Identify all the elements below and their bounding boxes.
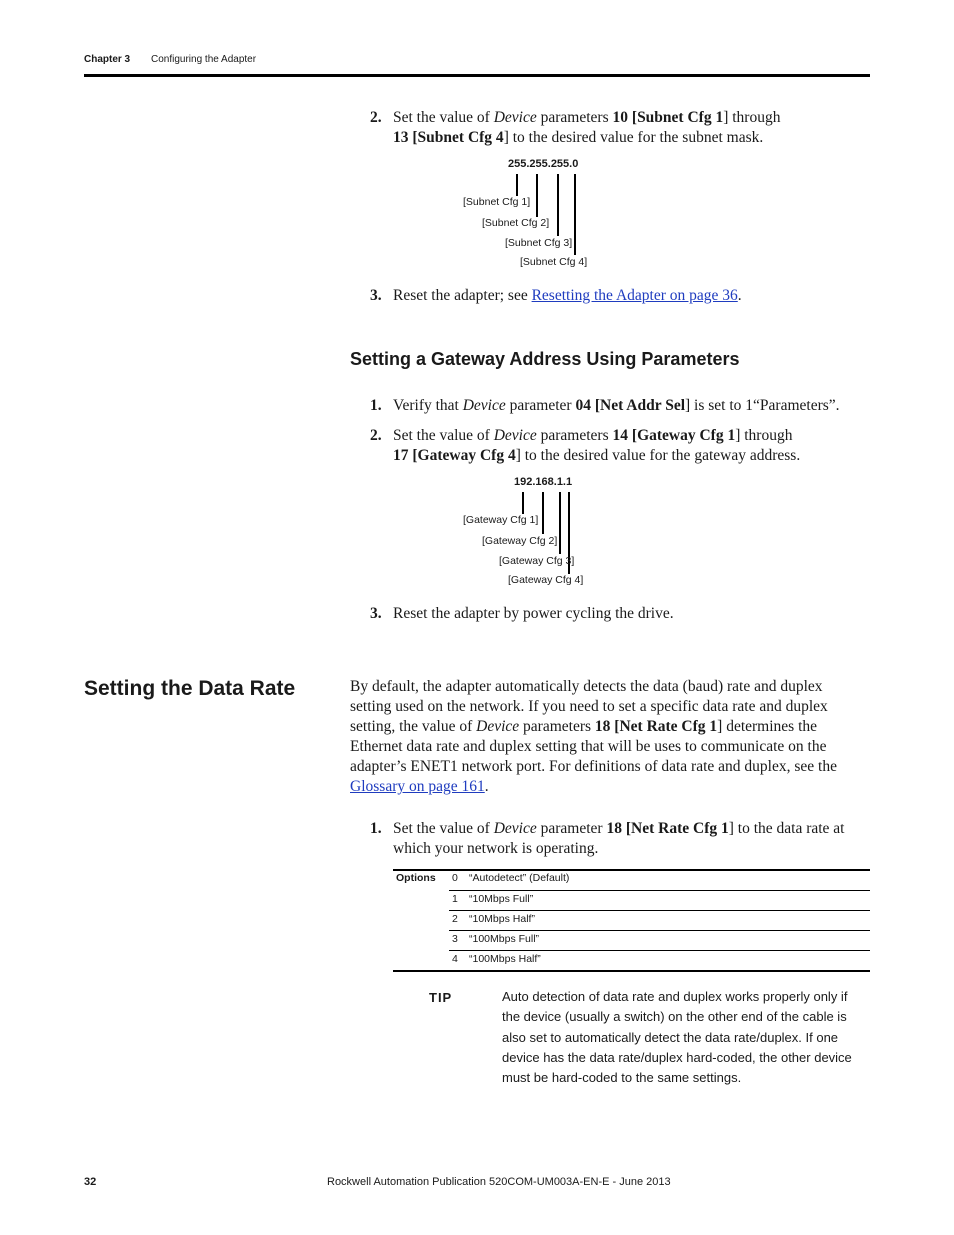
gateway-cfg-2-label: [Gateway Cfg 2] — [482, 535, 558, 547]
options-row-divider — [449, 930, 870, 931]
gateway-address-value: 192.168.1.1 — [514, 476, 573, 488]
subnet-step3-text: Reset the adapter; see Resetting the Adapter on page 36. — [393, 287, 742, 304]
options-row-divider — [449, 890, 870, 891]
options-label: Options — [396, 872, 436, 884]
gateway-step1-text: Verify that Device parameter 04 [Net Addr Sel] is set to 1“Parameters”. — [393, 397, 840, 414]
data-rate-section-heading: Setting the Data Rate — [84, 677, 296, 700]
subnet-mask-value: 255.255.255.0 — [508, 158, 579, 170]
gateway-cfg-1-label: [Gateway Cfg 1] — [463, 514, 539, 526]
subnet-cfg-4-label: [Subnet Cfg 4] — [520, 256, 588, 268]
subnet-cfg-2-label: [Subnet Cfg 2] — [482, 217, 550, 229]
subnet-step3-number: 3. — [370, 287, 382, 304]
gateway-step2-text: Set the value of Device parameters 14 [Gateway Cfg 1] through 17 [Gateway Cfg 4] to the desired value for the gateway address. — [393, 427, 801, 464]
page-number: 32 — [84, 1176, 97, 1188]
subnet-cfg-1-label: [Subnet Cfg 1] — [463, 196, 531, 208]
header-rule — [84, 74, 870, 77]
subnet-cfg-3-label: [Subnet Cfg 3] — [505, 237, 573, 249]
data-rate-step1-text: Set the value of Device parameter 18 [Net Rate Cfg 1] to the data rate at which your network is operating. — [393, 820, 845, 857]
gateway-step3-text: Reset the adapter by power cycling the drive. — [393, 605, 674, 622]
option-value: 0 — [452, 872, 458, 884]
gateway-cfg-4-label: [Gateway Cfg 4] — [508, 574, 584, 586]
gateway-cfg-3-label: [Gateway Cfg 3] — [499, 555, 575, 567]
gateway-step1-number: 1. — [370, 397, 382, 414]
gateway-step3-number: 3. — [370, 605, 382, 622]
chapter-label: Chapter 3 — [84, 54, 131, 65]
data-rate-step1-number: 1. — [370, 820, 382, 837]
subnet-pointer-line-2 — [536, 174, 538, 217]
options-row-divider — [449, 950, 870, 951]
options-table-top-rule — [393, 869, 870, 871]
subnet-pointer-line-4 — [574, 174, 576, 255]
subnet-pointer-line-3 — [557, 174, 559, 236]
gateway-section-heading: Setting a Gateway Address Using Parameters — [350, 349, 740, 369]
subnet-step2-number: 2. — [370, 109, 382, 126]
tip-label: TIP — [429, 990, 453, 1005]
resetting-adapter-link[interactable]: Resetting the Adapter on page 36 — [531, 287, 738, 304]
options-row-divider — [449, 910, 870, 911]
gateway-pointer-line-3 — [559, 492, 561, 554]
chapter-title: Configuring the Adapter — [151, 54, 257, 65]
subnet-pointer-line-1 — [516, 174, 518, 196]
data-rate-intro-paragraph: By default, the adapter automatically detects the data (baud) rate and duplex setting used on the network. If you need to set a specific data rate and duplex setting, the value of Device parameters 18 [Net Rate Cfg 1] determines the Ethernet data rate and duplex setting that will be uses to communicate on the adapter’s ENET1 network port. For definitions of data rate and duplex, see the Glossary on page 161. — [350, 678, 837, 795]
option-text: “100Mbps Full” — [469, 933, 540, 945]
gateway-pointer-line-1 — [522, 492, 524, 514]
glossary-link[interactable]: Glossary on page 161 — [350, 778, 485, 795]
option-text: “100Mbps Half” — [469, 953, 541, 965]
options-table-bottom-rule — [393, 970, 870, 972]
option-text: “Autodetect” (Default) — [469, 872, 570, 884]
option-value: 3 — [452, 933, 458, 945]
gateway-pointer-line-2 — [542, 492, 544, 534]
option-value: 2 — [452, 913, 458, 925]
tip-text: Auto detection of data rate and duplex works properly only if the device (usually a switch) on the other end of the cable is also set to automatically detect the data rate/duplex. If one device has the data rate/duplex hard-coded, the other device must be hard-coded to the same settings. — [502, 989, 852, 1086]
publication-info: Rockwell Automation Publication 520COM-UM003A-EN-E - June 2013 — [327, 1176, 671, 1188]
option-value: 1 — [452, 893, 458, 905]
option-text: “10Mbps Half” — [469, 913, 535, 925]
option-value: 4 — [452, 953, 458, 965]
option-text: “10Mbps Full” — [469, 893, 534, 905]
gateway-step2-number: 2. — [370, 427, 382, 444]
subnet-step2-text: Set the value of Device parameters 10 [Subnet Cfg 1] through 13 [Subnet Cfg 4] to the desired value for the subnet mask. — [393, 109, 781, 146]
